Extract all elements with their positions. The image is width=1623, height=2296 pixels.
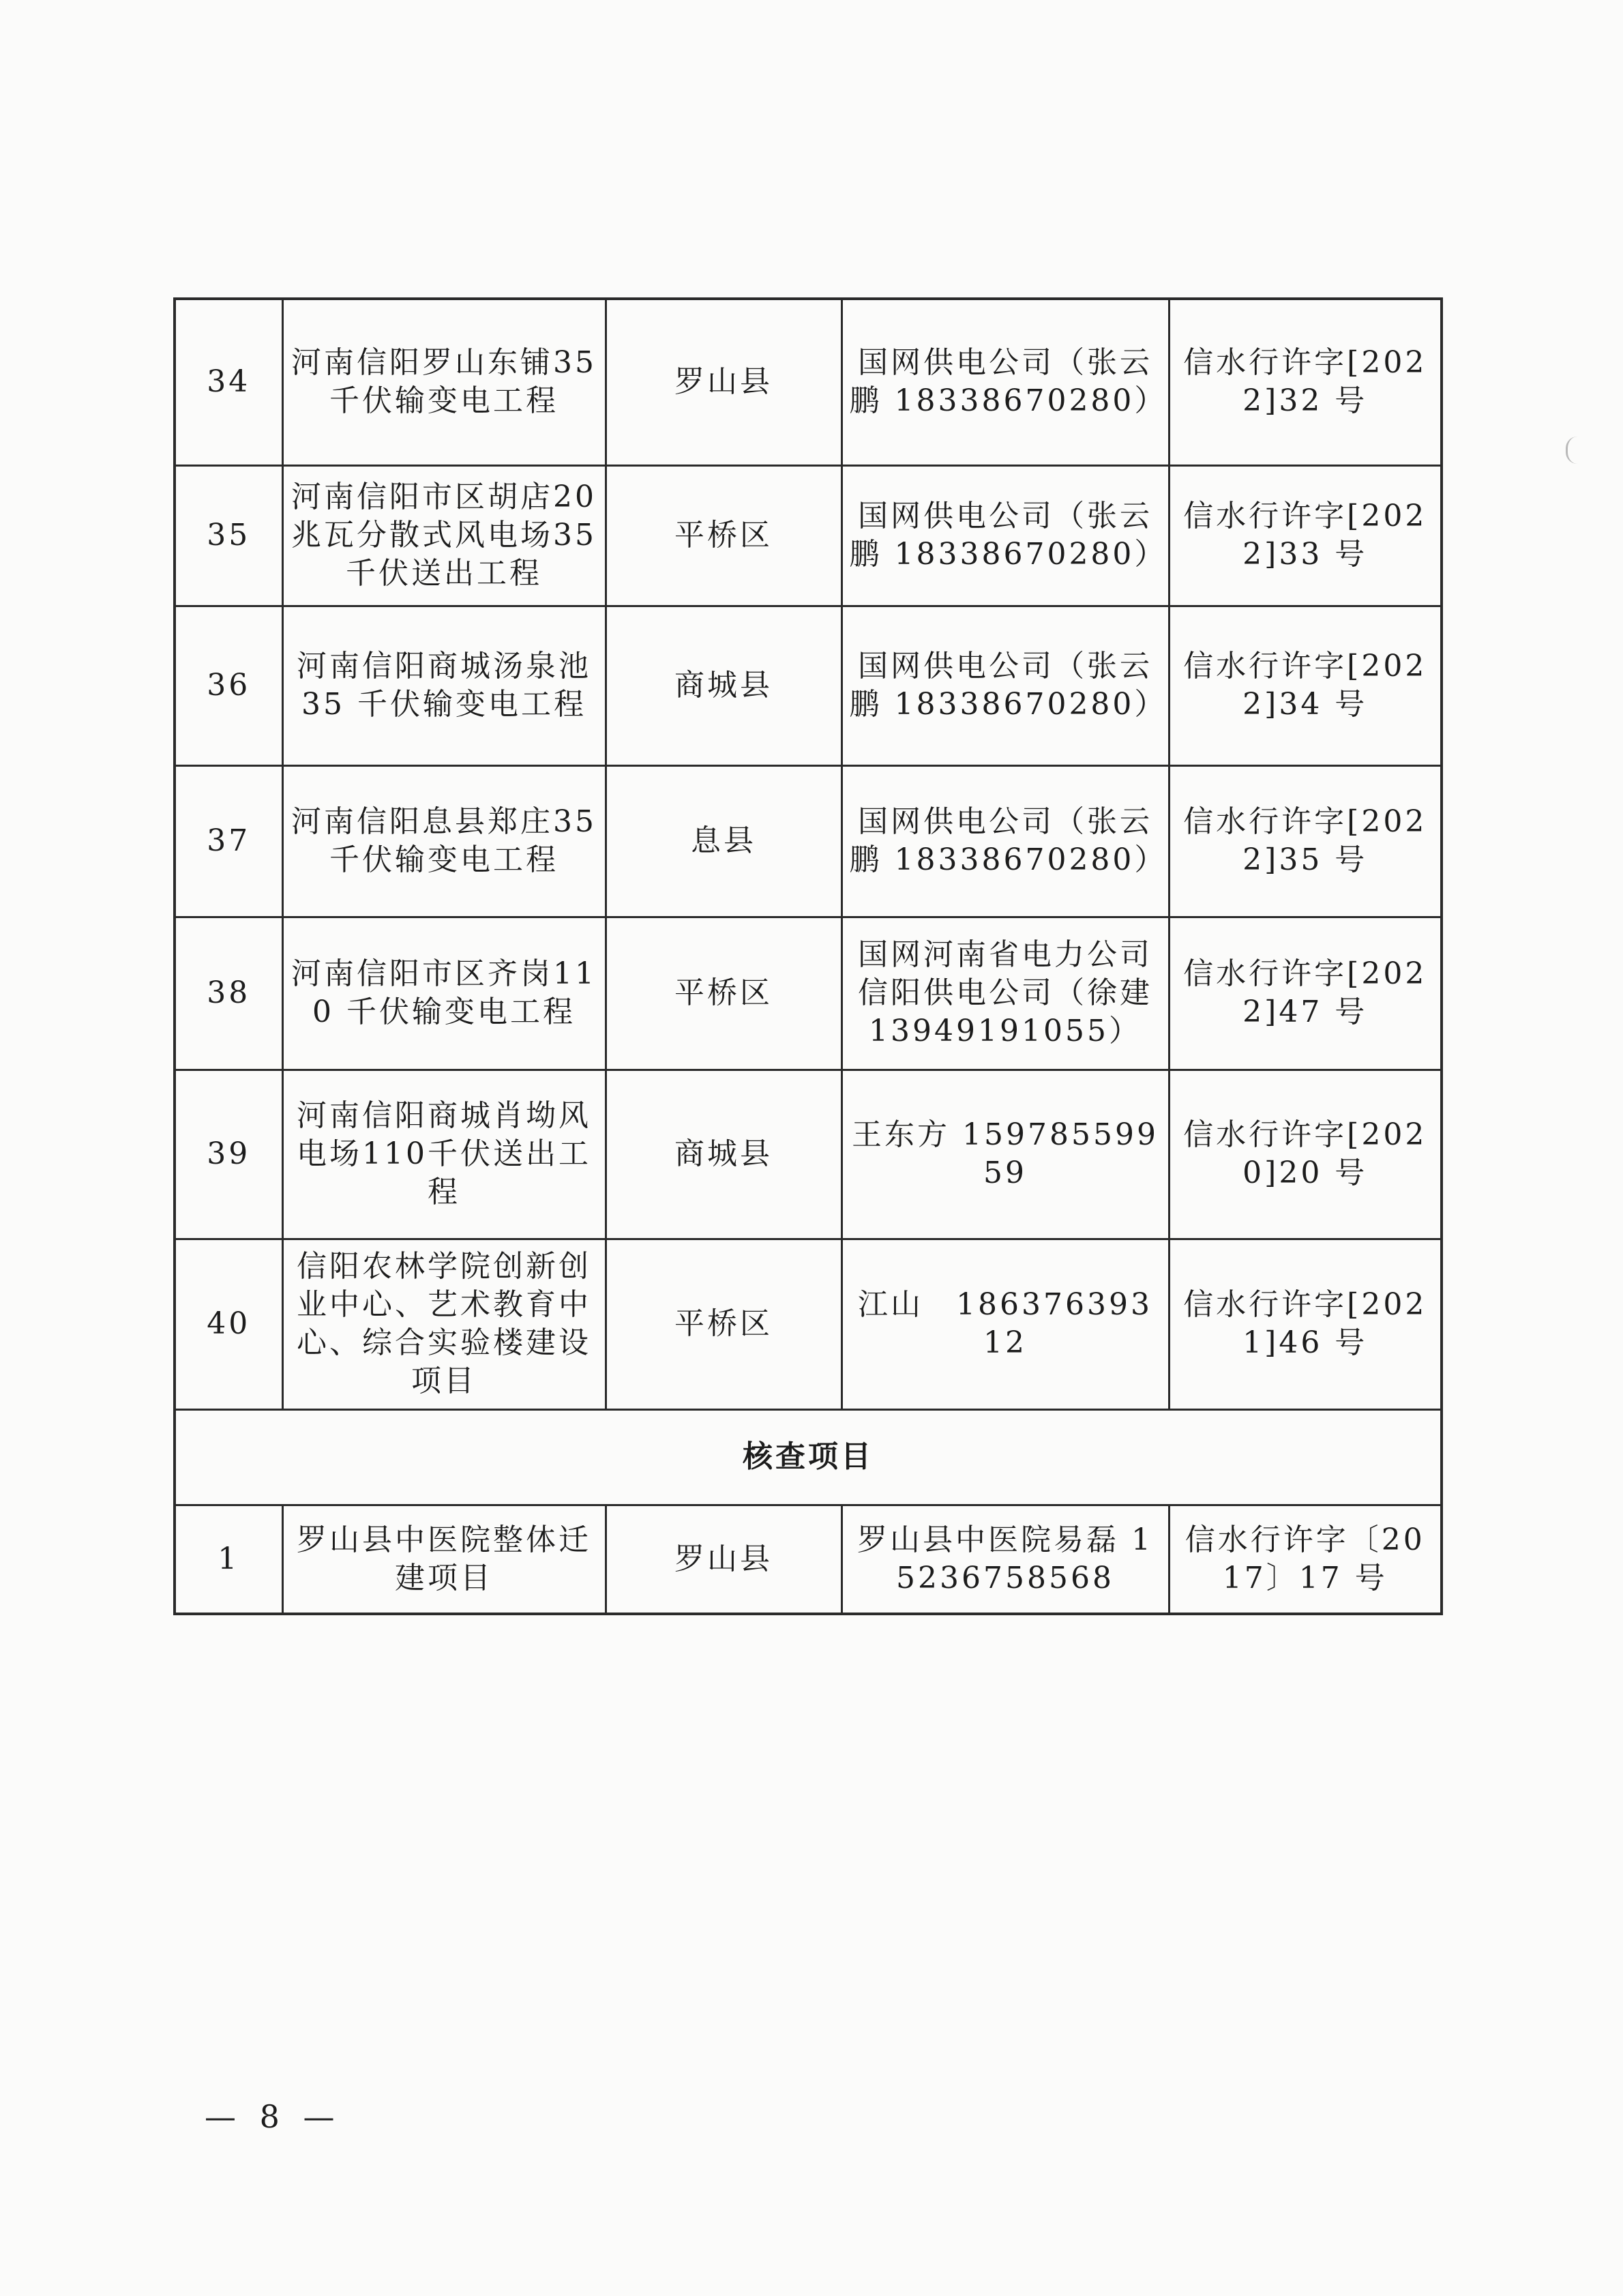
project-location: 息县: [606, 765, 842, 917]
permit-number: 信水行许字〔2017〕17 号: [1169, 1505, 1442, 1614]
project-contact: 江山 18637639312: [842, 1239, 1169, 1409]
project-name: 河南信阳市区胡店20兆瓦分散式风电场35千伏送出工程: [282, 465, 606, 606]
project-contact: 国网供电公司（张云鹏 18338670280）: [842, 606, 1169, 765]
project-contact: 国网河南省电力公司信阳供电公司（徐建13949191055）: [842, 917, 1169, 1070]
project-name: 河南信阳商城汤泉池35 千伏输变电工程: [282, 606, 606, 765]
permit-number: 信水行许字[2022]35 号: [1169, 765, 1442, 917]
row-number: 35: [175, 465, 282, 606]
table-row: [175, 299, 1442, 465]
permit-number: 信水行许字[2022]47 号: [1169, 917, 1442, 1070]
row-number: 39: [175, 1070, 282, 1239]
project-contact: 国网供电公司（张云鹏 18338670280）: [842, 765, 1169, 917]
project-name: 信阳农林学院创新创业中心、艺术教育中心、综合实验楼建设项目: [282, 1239, 606, 1409]
project-contact: 王东方 15978559959: [842, 1070, 1169, 1239]
row-number: 1: [175, 1505, 282, 1614]
project-location: 平桥区: [606, 917, 842, 1070]
row-number: 40: [175, 1239, 282, 1409]
project-name: 河南信阳息县郑庄35千伏输变电工程: [282, 765, 606, 917]
table-row: [175, 1239, 1442, 1409]
table-row: [175, 765, 1442, 917]
section-title: 核查项目: [175, 1409, 1442, 1505]
permit-number: 信水行许字[2020]20 号: [1169, 1070, 1442, 1239]
project-name: 河南信阳商城肖坳风电场110千伏送出工程: [282, 1070, 606, 1239]
project-contact: 国网供电公司（张云鹏 18338670280）: [842, 299, 1169, 465]
row-number: 38: [175, 917, 282, 1070]
table-row: [175, 917, 1442, 1070]
row-number: 37: [175, 765, 282, 917]
row-number: 34: [175, 299, 282, 465]
project-location: 罗山县: [606, 1505, 842, 1614]
permit-number: 信水行许字[2022]32 号: [1169, 299, 1442, 465]
project-contact: 国网供电公司（张云鹏 18338670280）: [842, 465, 1169, 606]
project-name: 河南信阳市区齐岗110 千伏输变电工程: [282, 917, 606, 1070]
project-table: [173, 297, 1443, 1615]
table-row: [175, 465, 1442, 606]
section-header-row: [175, 1409, 1442, 1505]
scan-artifact: [1566, 437, 1577, 464]
table-row: [175, 1505, 1442, 1614]
row-number: 36: [175, 606, 282, 765]
permit-number: 信水行许字[2021]46 号: [1169, 1239, 1442, 1409]
project-location: 商城县: [606, 606, 842, 765]
project-location: 平桥区: [606, 465, 842, 606]
permit-number: 信水行许字[2022]34 号: [1169, 606, 1442, 765]
table-row: [175, 606, 1442, 765]
table-row: [175, 1070, 1442, 1239]
page-number: — 8 —: [205, 2098, 342, 2135]
project-location: 罗山县: [606, 299, 842, 465]
project-name: 罗山县中医院整体迁建项目: [282, 1505, 606, 1614]
project-location: 商城县: [606, 1070, 842, 1239]
project-contact: 罗山县中医院易磊 15236758568: [842, 1505, 1169, 1614]
project-location: 平桥区: [606, 1239, 842, 1409]
permit-number: 信水行许字[2022]33 号: [1169, 465, 1442, 606]
project-name: 河南信阳罗山东铺35千伏输变电工程: [282, 299, 606, 465]
